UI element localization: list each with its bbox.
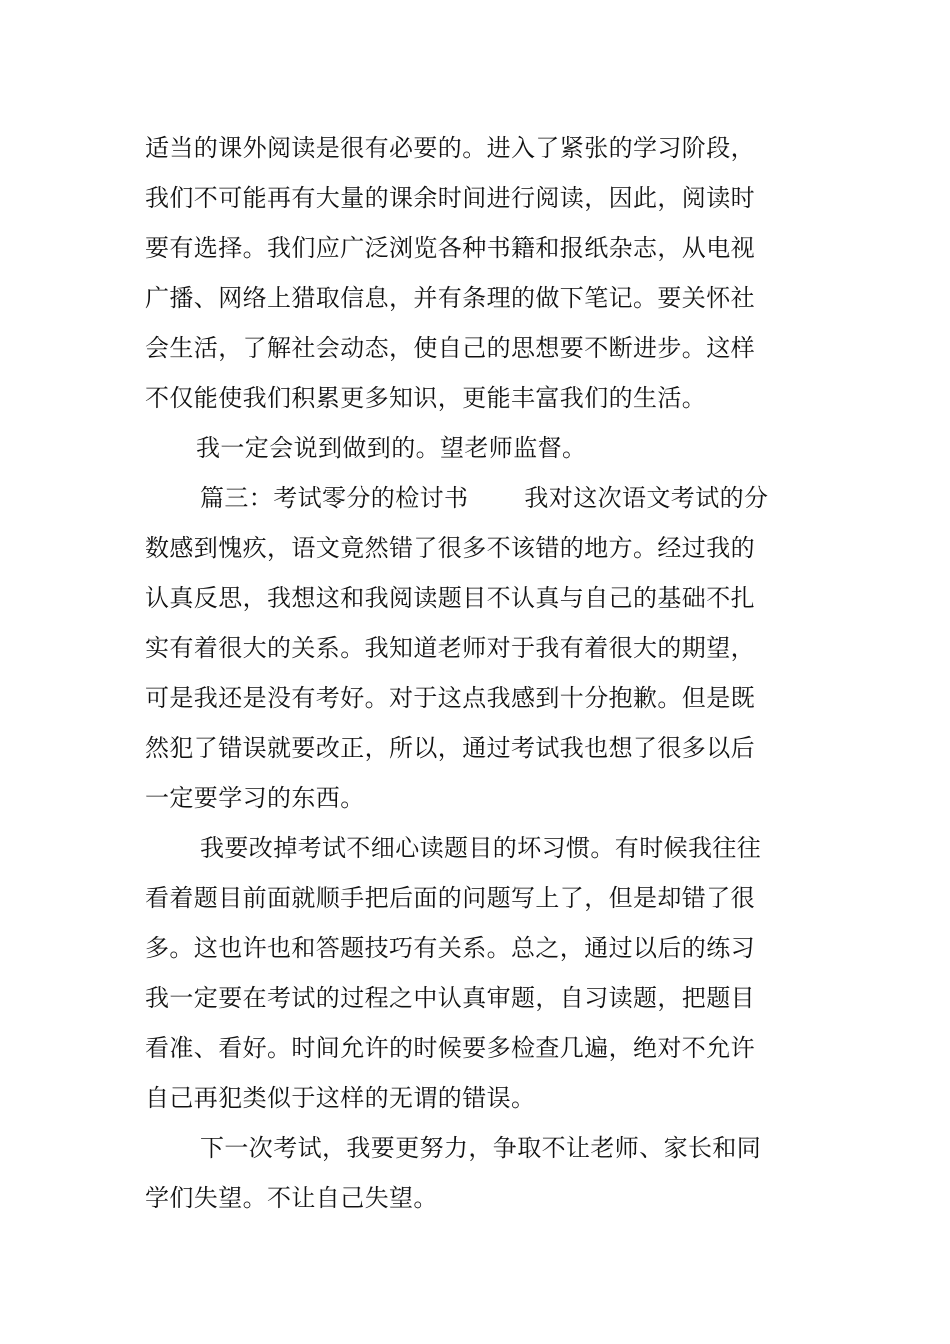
section-heading-line	[200, 478, 880, 518]
text-line: 我一定要在考试的过程之中认真审题，自习读题，把题目	[145, 984, 755, 1012]
text-line: 会生活，了解社会动态，使自己的思想要不断进步。这样	[145, 334, 755, 362]
text-line: 要有选择。我们应广泛浏览各种书籍和报纸杂志，从电视	[145, 234, 755, 262]
text-line: 多。这也许也和答题技巧有关系。总之，通过以后的练习	[145, 934, 755, 962]
text-line: 然犯了错误就要改正，所以，通过考试我也想了很多以后	[145, 734, 755, 762]
text-line: 不仅能使我们积累更多知识，更能丰富我们的生活。	[145, 384, 707, 412]
text-line: 我要改掉考试不细心读题目的坏习惯。有时候我往往	[200, 834, 762, 862]
text-line: 自己再犯类似于这样的无谓的错误。	[145, 1084, 536, 1112]
text-run: 我对这次语文考试的分	[524, 484, 769, 512]
text-line: 广播、网络上猎取信息，并有条理的做下笔记。要关怀社	[145, 284, 755, 312]
text-line: 实有着很大的关系。我知道老师对于我有着很大的期望，	[145, 634, 755, 662]
text-line: 我一定会说到做到的。望老师监督。	[196, 434, 587, 462]
text-line: 看准、看好。时间允许的时候要多检查几遍，绝对不允许	[145, 1034, 755, 1062]
section-title: 篇三：考试零分的检讨书	[200, 484, 469, 512]
text-line: 下一次考试，我要更努力，争取不让老师、家长和同	[200, 1134, 762, 1162]
text-line: 数感到愧疚，语文竟然错了很多不该错的地方。经过我的	[145, 534, 755, 562]
text-line: 一定要学习的东西。	[145, 784, 365, 812]
text-line: 可是我还是没有考好。对于这点我感到十分抱歉。但是既	[145, 684, 755, 712]
text-line: 看着题目前面就顺手把后面的问题写上了，但是却错了很	[145, 884, 755, 912]
text-line: 认真反思，我想这和我阅读题目不认真与自己的基础不扎	[145, 584, 755, 612]
text-line: 适当的课外阅读是很有必要的。进入了紧张的学习阶段，	[145, 134, 755, 162]
text-line: 我们不可能再有大量的课余时间进行阅读，因此，阅读时	[145, 184, 755, 212]
text-line: 学们失望。不让自己失望。	[145, 1184, 438, 1212]
